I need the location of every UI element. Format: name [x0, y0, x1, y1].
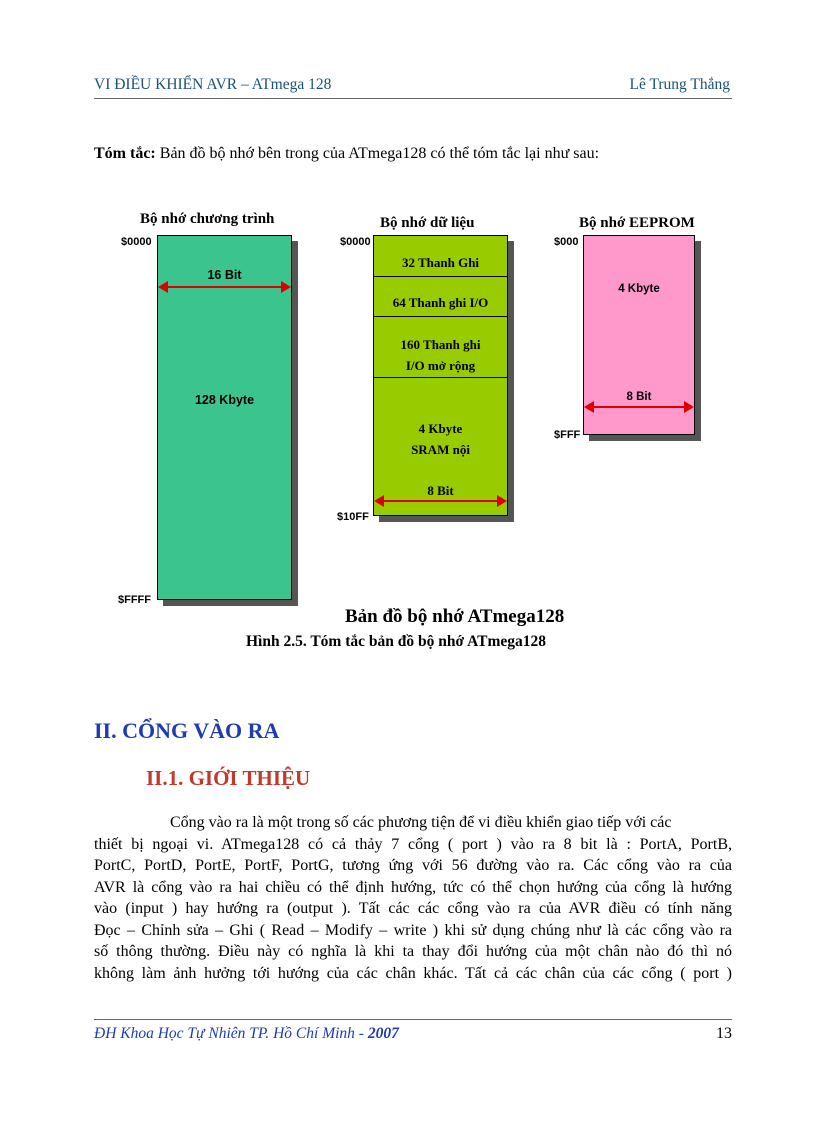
data-seg-divider [374, 377, 507, 378]
subsection-heading: II.1. GIỚI THIỆU [146, 766, 311, 790]
program-size-label: 128 Kbyte [194, 393, 255, 407]
data-width-arrow [376, 500, 505, 502]
program-memory-title: Bộ nhớ chương trình [140, 211, 275, 227]
eeprom-size-label: 4 Kbyte [618, 283, 660, 295]
program-width-arrow [160, 286, 289, 288]
eeprom-width-arrow [586, 406, 692, 408]
footer-year: 2007 [367, 1025, 399, 1042]
running-header-title: VI ĐIỀU KHIỂN AVR – ATmega 128 [94, 76, 332, 93]
section-heading: II. CỔNG VÀO RA [94, 718, 280, 743]
summary-label: Tóm tắc: [94, 145, 156, 162]
data-seg-ext-io-2: I/O mở rộng [405, 358, 476, 373]
running-header-author: Lê Trung Thắng [629, 76, 730, 93]
data-seg-io: 64 Thanh ghi I/O [392, 295, 489, 310]
data-end-addr: $10FF [337, 511, 369, 523]
paragraph-line: số thông thường. Điều này có nghĩa là khi ta thay đổi hướng của một chân nào đó thì nó [94, 943, 732, 960]
program-width-label: 16 Bit [207, 268, 242, 282]
body-paragraph [94, 812, 732, 984]
header-rule [94, 98, 732, 99]
summary-text: Bản đồ bộ nhớ bên trong của ATmega128 có thể tóm tắc lại như sau: [155, 145, 600, 162]
data-seg-registers: 32 Thanh Ghi [401, 255, 480, 270]
paragraph-line: Cổng vào ra là một trong số các phương tiện để vi điều khiển giao tiếp với các [170, 814, 672, 831]
data-seg-divider [374, 316, 507, 317]
data-memory-title: Bộ nhớ dữ liệu [380, 215, 475, 231]
figure-caption: Hình 2.5. Tóm tắc bản đồ bộ nhớ ATmega128 [246, 633, 546, 650]
eeprom-end-addr: $FFF [554, 429, 581, 441]
memory-map-title: Bản đồ bộ nhớ ATmega128 [345, 606, 565, 627]
paragraph-line: Đọc – Chỉnh sửa – Ghi ( Read – Modify – write ) khi sử dụng chúng như là các cổng vào ra [94, 921, 732, 939]
program-end-addr: $FFFF [118, 594, 151, 606]
data-seg-sram-1: 4 Kbyte [418, 421, 463, 436]
footer-institution-text: ĐH Khoa Học Tự Nhiên TP. Hồ Chí Minh - [94, 1025, 368, 1042]
paragraph-line: vào (input ) hay hướng ra (output ). Tất các các cổng vào ra của AVR điều có tính năng [94, 900, 732, 917]
page-number: 13 [716, 1025, 732, 1042]
paragraph-line: thiết bị ngoại vi. ATmega128 có cả thảy 7 cổng ( port ) vào ra 8 bit là : PortA, PortB, [94, 835, 732, 853]
data-width-label: 8 Bit [427, 483, 454, 498]
data-seg-sram-2: SRAM nội [411, 442, 470, 457]
data-seg-divider [374, 276, 507, 277]
paragraph-line: không làm ảnh hưởng tới hướng của các chân khác. Tất cả các chân của các cổng ( port ) [94, 964, 732, 982]
summary-line [94, 145, 599, 163]
eeprom-start-addr: $000 [554, 236, 579, 248]
footer-institution [94, 1025, 399, 1043]
eeprom-title: Bộ nhớ EEPROM [579, 215, 695, 231]
program-memory-block [157, 235, 292, 600]
data-seg-ext-io-1: 160 Thanh ghi [400, 337, 481, 352]
paragraph-line: PortC, PortD, PortE, PortF, PortG, tương ứng với 56 đường vào ra. Các cổng vào ra của [94, 857, 732, 874]
footer-rule [94, 1019, 732, 1020]
data-start-addr: $0000 [340, 236, 371, 248]
paragraph-line: AVR là cổng vào ra hai chiều có thể định hướng, tức có thể chọn hướng của cổng là hướng [94, 878, 732, 896]
eeprom-block [583, 235, 695, 435]
data-memory-block [373, 235, 508, 516]
eeprom-width-label: 8 Bit [626, 391, 652, 403]
program-start-addr: $0000 [121, 236, 152, 248]
